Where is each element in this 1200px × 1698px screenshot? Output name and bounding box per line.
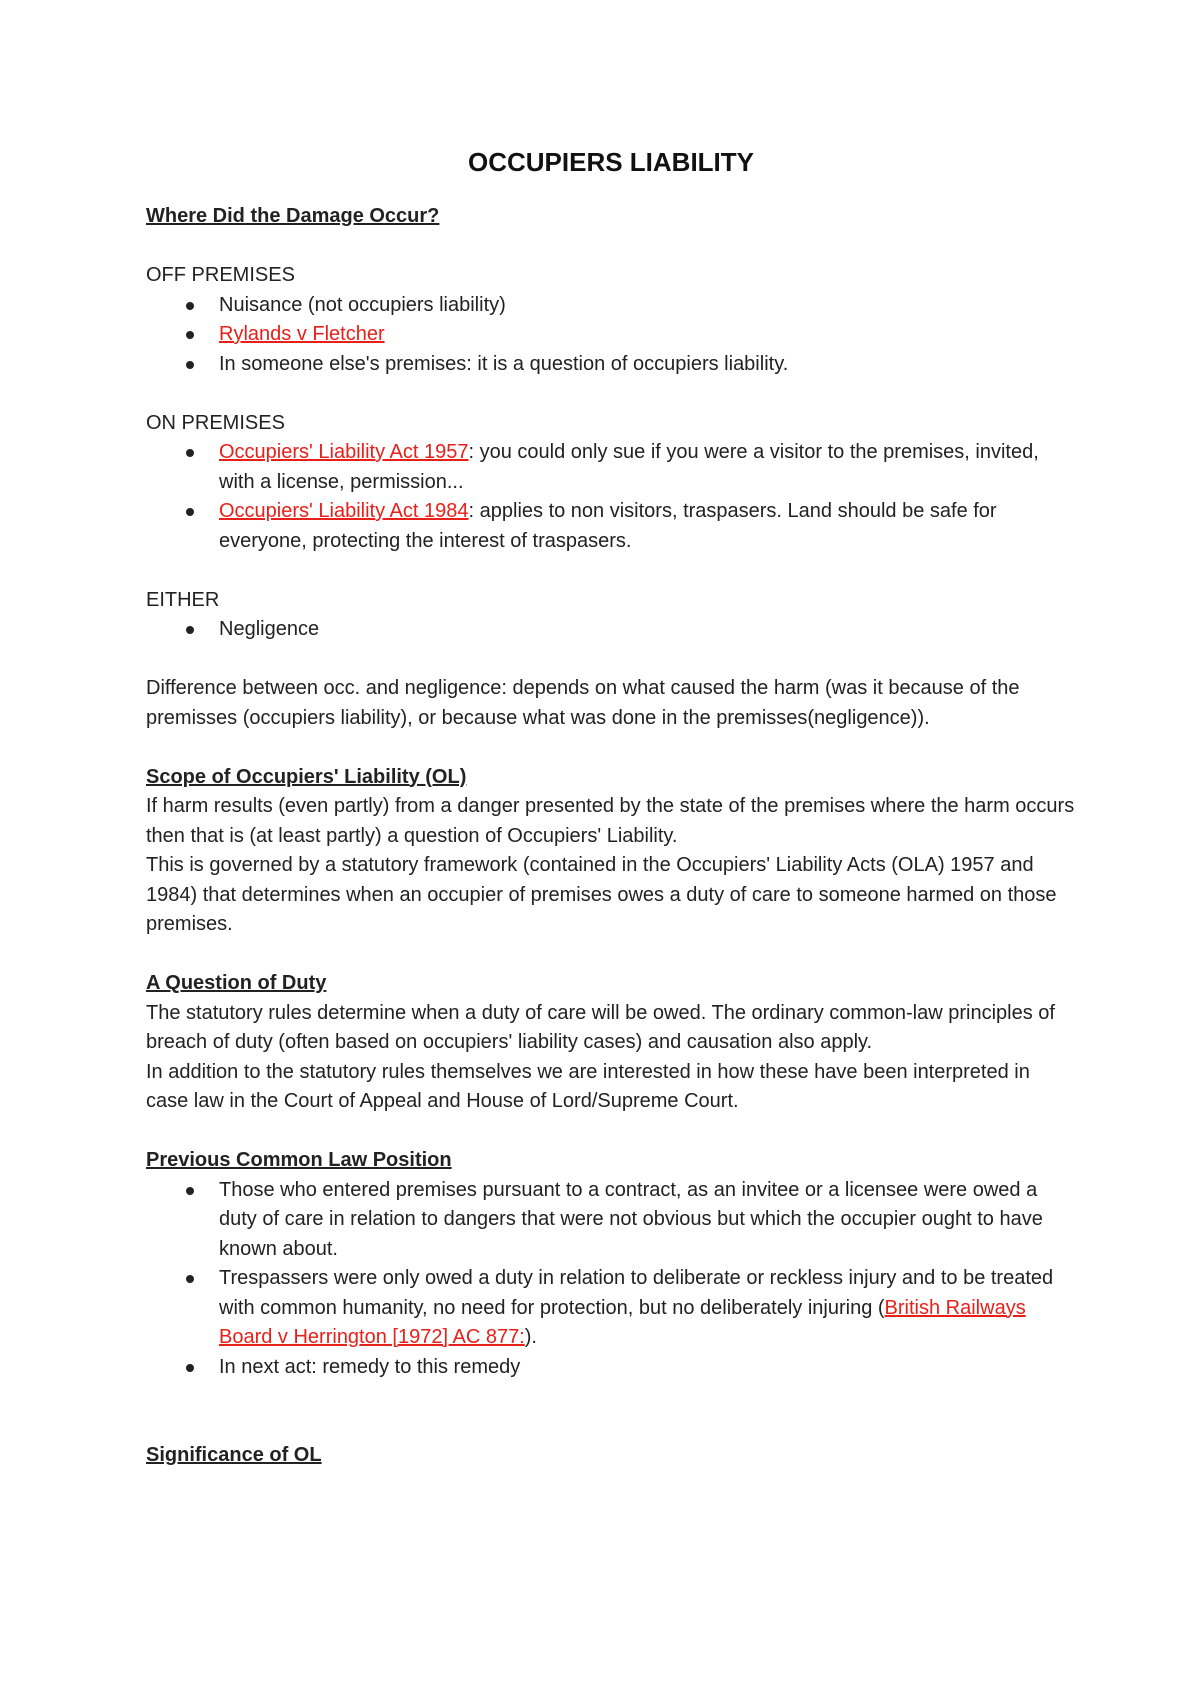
paragraph-duty-2: In addition to the statutory rules themselves we are interested in how these have been interpreted in case law in the Court of Appeal and House of Lord/Supreme Court. [146,1060,1030,1112]
label-on-premises: ON PREMISES [146,411,285,434]
list-item: Those who entered premises pursuant to a contract, as an invitee or a licensee were owed a duty of care in relation to dangers that were not obvious but which the occupier ought to have known about. [146,1176,1076,1265]
heading-question-of-duty: A Question of Duty [146,972,327,994]
paragraph-duty-1: The statutory rules determine when a duty of care will be owed. The ordinary common-law principles of breach of duty (often based on occupiers' liability cases) and causation also apply. [146,1001,1055,1053]
either-list [146,615,1076,645]
list-item [146,320,1076,350]
label-off-premises: OFF PREMISES [146,264,295,286]
list-item-text: : applies to non visitors, traspasers. Land should be safe for everyone, protecting the interest of traspasers. [219,500,997,552]
list-item [146,438,1076,497]
heading-where-damage: Where Did the Damage Occur? [146,205,440,227]
list-item-text: ). [524,1326,537,1348]
link-ola-1984[interactable]: Occupiers' Liability Act 1984 [219,500,469,522]
heading-scope: Scope of Occupiers' Liability (OL) [146,765,467,788]
link-ola-1957[interactable]: Occupiers' Liability Act 1957 [219,441,469,463]
list-item [146,1264,1076,1353]
list-item: Nuisance (not occupiers liability) [146,291,1076,321]
heading-previous-common-law: Previous Common Law Position [146,1149,452,1171]
link-rylands-v-fletcher[interactable]: Rylands v Fletcher [219,323,385,345]
paragraph-scope-1: If harm results (even partly) from a danger presented by the state of the premises where the harm occurs then that is (at least partly) a question of Occupiers' Liability. [146,795,1075,847]
list-item: In next act: remedy to this remedy [146,1353,1076,1383]
list-item: Negligence [146,615,1076,645]
list-item [146,497,1076,556]
document-title: OCCUPIERS LIABILITY [467,147,754,177]
paragraph-difference: Difference between occ. and negligence: depends on what caused the harm (was it because of the premisses (occupiers liability), or because what was done in the premisses(negligence)). [146,677,1020,729]
label-either: EITHER [146,588,220,611]
list-item-text: : you could only sue if you were a visitor to the premises, invited, with a license, permission... [219,441,1039,493]
list-item-text: Trespassers were only owed a duty in relation to deliberate or reckless injury and to be treated with common humanity, no need for protection, but no deliberately injuring ( [219,1267,1054,1319]
heading-significance: Significance of OL [146,1444,322,1466]
list-item: In someone else's premises: it is a question of occupiers liability. [146,350,1076,380]
paragraph-scope-2: This is governed by a statutory framework (contained in the Occupiers' Liability Acts (OLA) 1957 and 1984) that determines when an occupier of premises owes a duty of care to someone harmed on those premises. [146,854,1057,935]
previous-common-law-list [146,1176,1076,1383]
link-british-railways-board[interactable]: British Railways Board v Herrington [1972] AC 877: [219,1296,1026,1348]
document-content [146,142,1076,1471]
on-premises-list [146,438,1076,556]
off-premises-list [146,291,1076,380]
